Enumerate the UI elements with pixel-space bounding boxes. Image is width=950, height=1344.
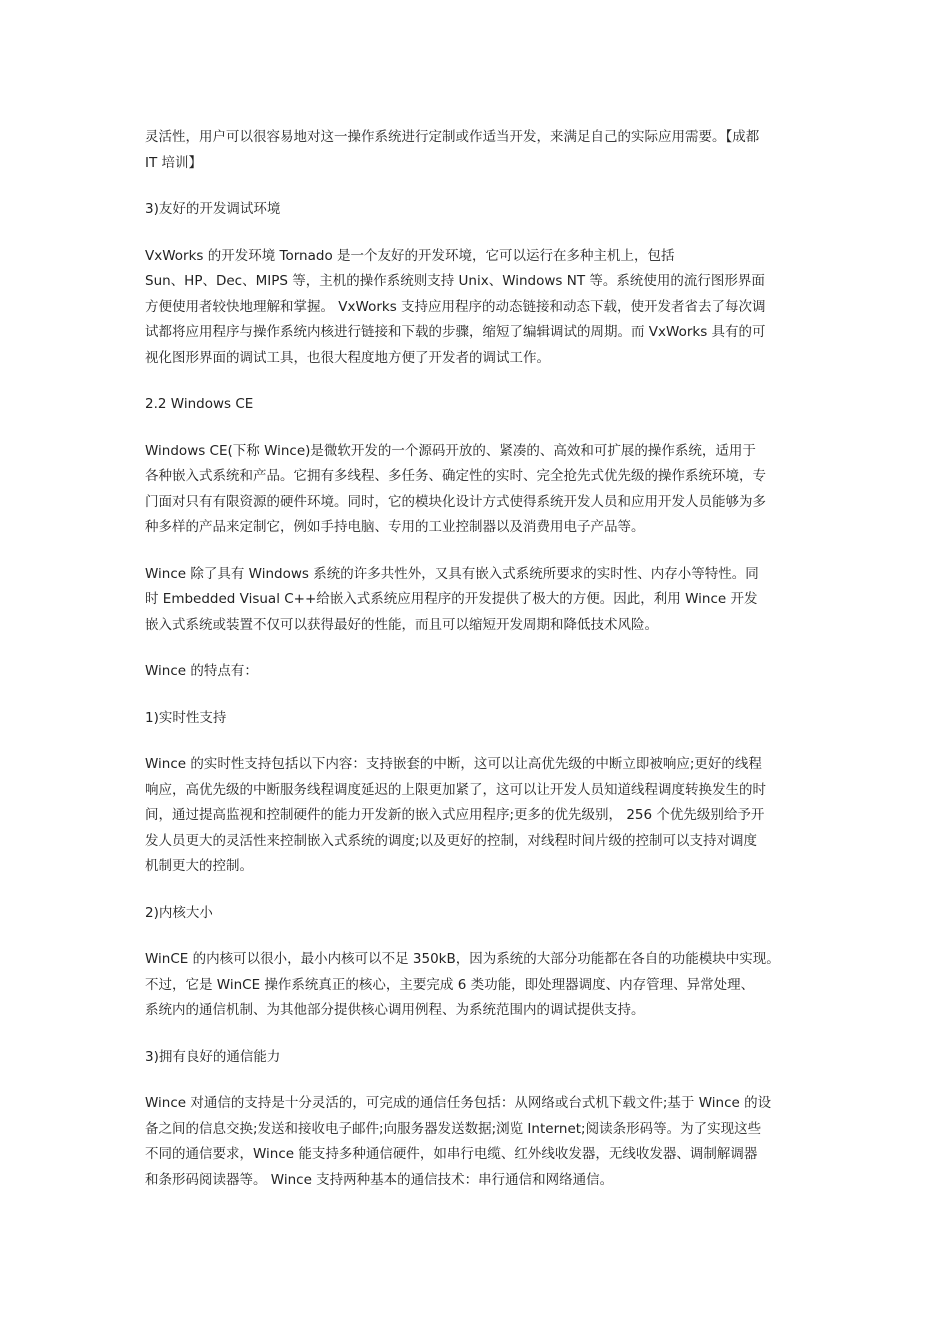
text-line: 各种嵌入式系统和产品。它拥有多线程、多任务、确定性的实时、完全抢先式优先级的操作系统环境，专 xyxy=(145,468,766,484)
text-line: WinCE 的内核可以很小，最小内核可以不足 350kB，因为系统的大部分功能都在各自的功能模块中实现。 xyxy=(145,951,780,967)
paragraph xyxy=(145,197,825,223)
paragraph xyxy=(145,947,825,1024)
text-line: Wince 的实时性支持包括以下内容：支持嵌套的中断，这可以让高优先级的中断立即被响应;更好的线程 xyxy=(145,756,762,772)
text-line: 3)拥有良好的通信能力 xyxy=(145,1048,281,1065)
text-line: 方便使用者较快地理解和掌握。 VxWorks 支持应用程序的动态链接和动态下载，使开发者省去了每次调 xyxy=(145,298,766,315)
text-line: VxWorks 的开发环境 Tornado 是一个友好的开发环境，它可以运行在多种主机上，包括 xyxy=(145,247,675,264)
text-line: 机制更大的控制。 xyxy=(145,858,253,874)
paragraph xyxy=(145,752,825,880)
text-line: Sun、HP、Dec、MIPS 等，主机的操作系统则支持 Unix、Windows NT 等。系统使用的流行图形界面 xyxy=(145,273,765,289)
paragraph xyxy=(145,244,825,372)
paragraph xyxy=(145,659,825,685)
text-line: IT 培训】 xyxy=(145,154,203,171)
text-line: 视化图形界面的调试工具，也很大程度地方便了开发者的调试工作。 xyxy=(145,349,550,366)
paragraph xyxy=(145,392,825,418)
text-line: 3)友好的开发调试环境 xyxy=(145,201,281,217)
text-line: 时 Embedded Visual C++给嵌入式系统应用程序的开发提供了极大的方便。因此，利用 Wince 开发 xyxy=(145,591,758,607)
paragraph xyxy=(145,706,825,732)
paragraph xyxy=(145,1091,825,1193)
paragraph xyxy=(145,1045,825,1071)
text-line: 发人员更大的灵活性来控制嵌入式系统的调度;以及更好的控制，对线程时间片级的控制可以支持对调度 xyxy=(145,832,758,849)
text-line: 间，通过提高监视和控制硬件的能力开发新的嵌入式应用程序;更多的优先级别， 256 个优先级别给予开 xyxy=(145,807,765,823)
text-line: 门面对只有有限资源的硬件环境。同时，它的模块化设计方式使得系统开发人员和应用开发人员能够为多 xyxy=(145,493,766,510)
text-line: Wince 除了具有 Windows 系统的许多共性外，又具有嵌入式系统所要求的实时性、内存小等特性。同 xyxy=(145,565,759,582)
text-line: 种多样的产品来定制它，例如手持电脑、专用的工业控制器以及消费用电子产品等。 xyxy=(145,519,645,535)
paragraph xyxy=(145,562,825,639)
text-line: 系统内的通信机制、为其他部分提供核心调用例程、为系统范围内的调试提供支持。 xyxy=(145,1002,645,1018)
text-line: 不过，它是 WinCE 操作系统真正的核心，主要完成 6 类功能，即处理器调度、内存管理、异常处理、 xyxy=(145,976,755,993)
paragraph xyxy=(145,901,825,927)
paragraph xyxy=(145,125,825,176)
text-line: 1)实时性支持 xyxy=(145,709,227,726)
text-line: 不同的通信要求，Wince 能支持多种通信硬件，如串行电缆、红外线收发器，无线收发器、调制解调器 xyxy=(145,1146,758,1162)
text-line: 嵌入式系统或装置不仅可以获得最好的性能，而且可以缩短开发周期和降低技术风险。 xyxy=(145,616,658,633)
text-line: Windows CE(下称 Wince)是微软开发的一个源码开放的、紧凑的、高效和可扩展的操作系统，适用于 xyxy=(145,442,756,459)
text-line: 2)内核大小 xyxy=(145,904,213,921)
text-line: Wince 对通信的支持是十分灵活的，可完成的通信任务包括：从网络或台式机下载文件;基于 Wince 的设 xyxy=(145,1095,772,1111)
document-page xyxy=(145,125,825,1214)
text-line: Wince 的特点有： xyxy=(145,663,258,679)
text-line: 试都将应用程序与操作系统内核进行链接和下载的步骤，缩短了编辑调试的周期。而 VxWorks 具有的可 xyxy=(145,324,766,340)
text-line: 响应，高优先级的中断服务线程调度延迟的上限更加紧了，这可以让开发人员知道线程调度转换发生的时 xyxy=(145,781,766,798)
text-line: 和条形码阅读器等。 Wince 支持两种基本的通信技术：串行通信和网络通信。 xyxy=(145,1171,614,1188)
text-line: 灵活性，用户可以很容易地对这一操作系统进行定制或作适当开发，来满足自己的实际应用需要。【成都 xyxy=(145,129,760,145)
paragraph xyxy=(145,439,825,541)
text-line: 2.2 Windows CE xyxy=(145,396,254,412)
text-line: 备之间的信息交换;发送和接收电子邮件;向服务器发送数据;浏览 Internet;阅读条形码等。为了实现这些 xyxy=(145,1120,762,1137)
